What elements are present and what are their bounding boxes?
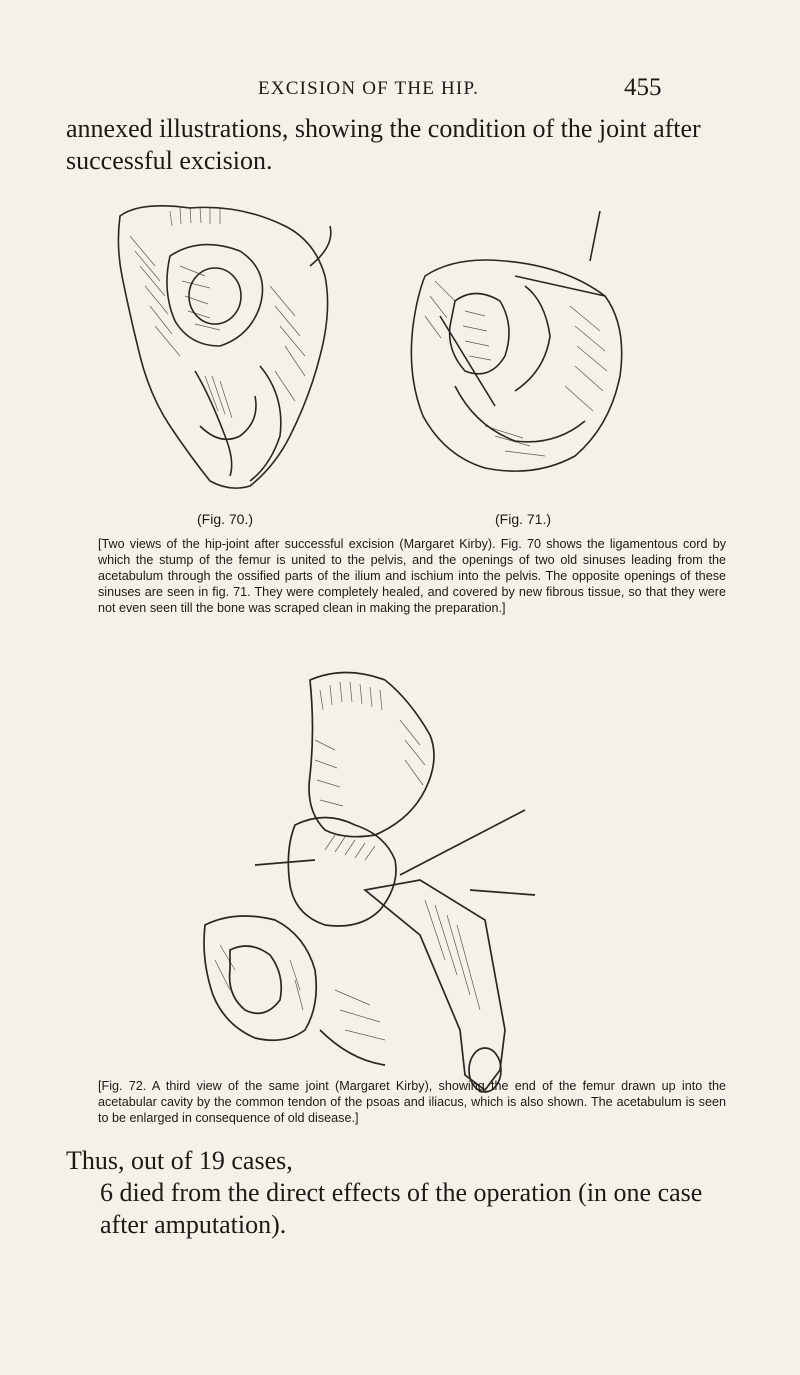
running-head [0, 74, 800, 104]
conclusion-paragraph [66, 1145, 766, 1241]
page-number: 455 [624, 74, 662, 101]
intro-paragraph: annexed illustrations, showing the condition of the joint after successful excision. [66, 114, 701, 175]
conclusion-line-3: after amputation). [100, 1210, 287, 1239]
caption-fig-72: [Fig. 72. A third view of the same joint (Margaret Kirby), showing the end of the femur drawn up into the acetabular cavity by the common tendon of the psoas and iliacus, which is also shown. The acetabulum is seen to be enlarged in consequence of old disease.] [98, 1079, 726, 1125]
fig-70-label: (Fig. 70.) [197, 511, 254, 527]
conclusion-line-1: Thus, out of 19 cases, [66, 1146, 293, 1175]
fig-71-illustration [395, 206, 635, 486]
fig-70-illustration [110, 196, 340, 496]
fig-71-label: (Fig. 71.) [495, 511, 552, 527]
conclusion-line-2: 6 died from the direct effects of the operation (in one case [100, 1178, 703, 1207]
running-title: EXCISION OF THE HIP. [258, 78, 480, 99]
caption-figs-70-71: [Two views of the hip-joint after successful excision (Margaret Kirby). Fig. 70 shows the ligamentous cord by which the stump of the femur is united to the pelvis, and the openings of two old sinuses leading from the acetabulum through the ossified parts of the ilium and ischium into the pelvis. The opposite openings of these sinuses are seen in fig. 71. They were completely healed, and covered by new fibrous tissue, so that they were not even seen till the bone was scraped clean in making the preparation.] [98, 537, 726, 615]
fig-72-illustration [195, 660, 540, 1105]
figures-70-71 [110, 196, 650, 527]
